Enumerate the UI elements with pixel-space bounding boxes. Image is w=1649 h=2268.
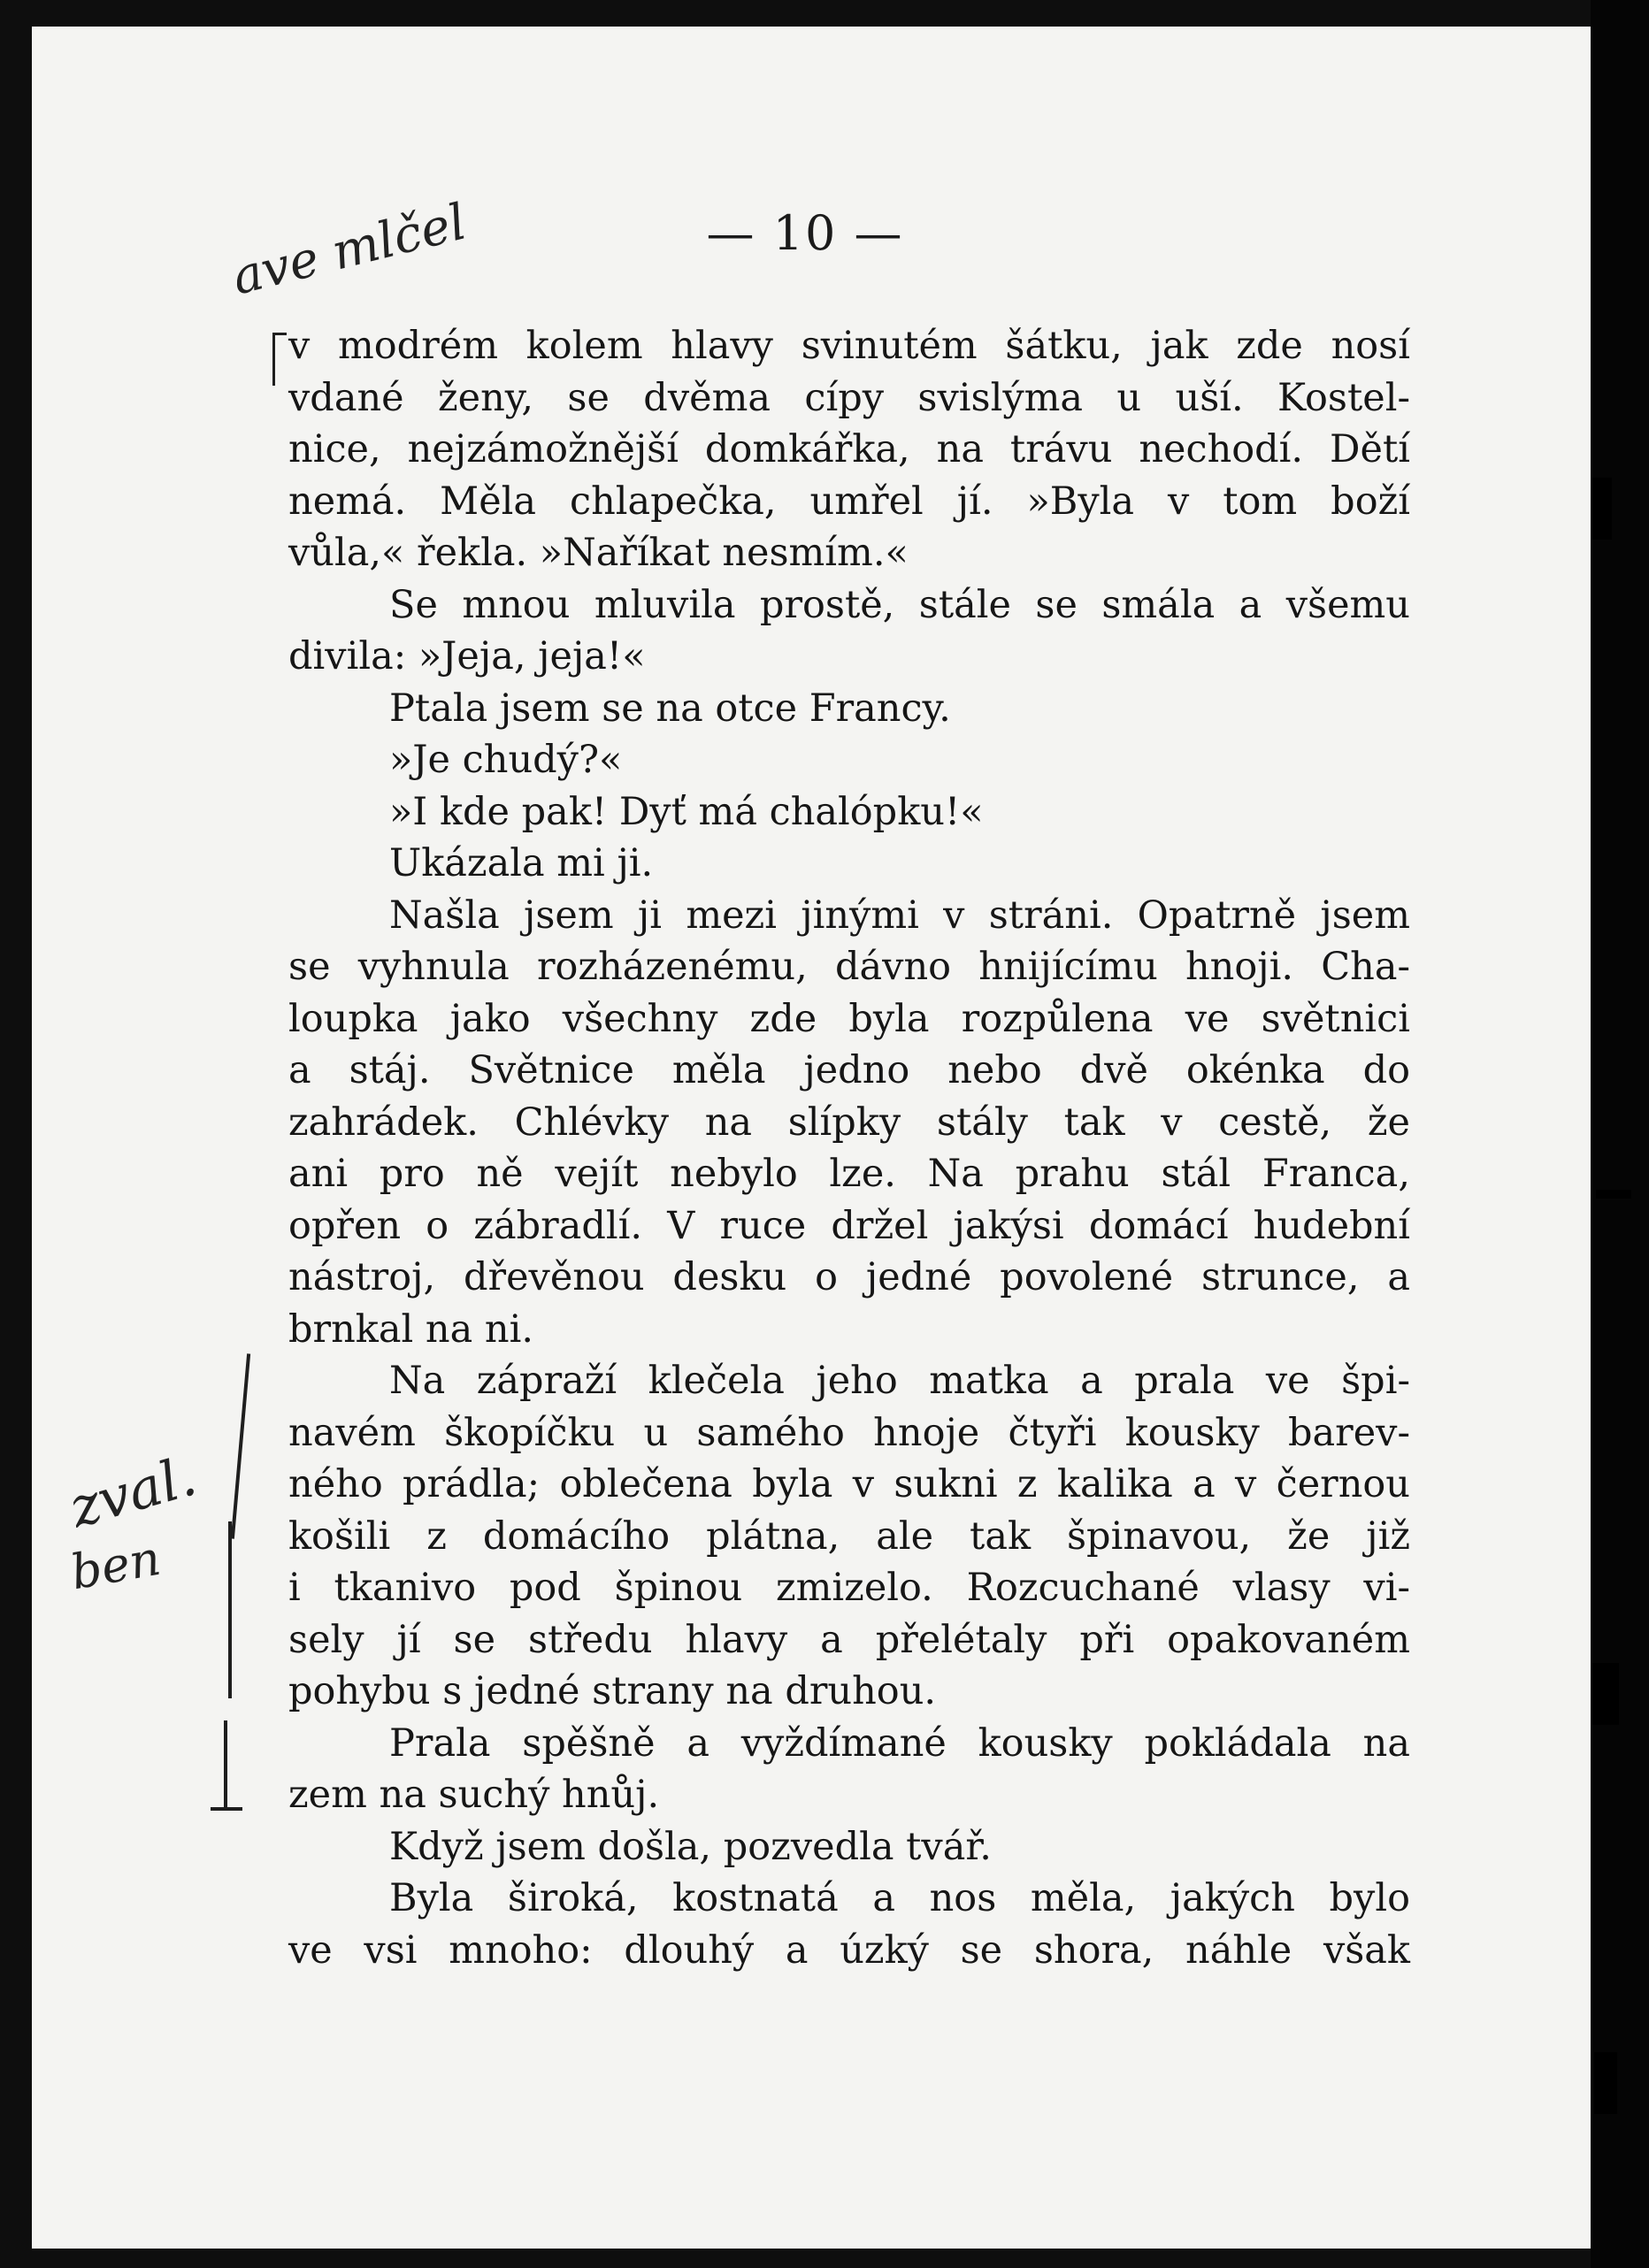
text-line: pohybu s jedné strany na druhou. — [288, 1669, 937, 1713]
text-line: Prala spěšně a vyždímané kousky pokládala na — [389, 1720, 1410, 1766]
handwritten-note-top: ave mlčel — [226, 193, 472, 307]
pencil-bracket-top — [272, 333, 275, 386]
text-line: Ukázala mi ji. — [389, 841, 654, 885]
text-line: zem na suchý hnůj. — [288, 1773, 660, 1817]
text-line: Když jsem došla, pozvedla tvář. — [389, 1824, 992, 1869]
page-body-text — [288, 320, 1410, 1976]
scan-dark-border — [1591, 0, 1649, 2268]
text-line: loupka jako všechny zde byla rozpůlena ve světnici — [288, 996, 1410, 1041]
text-line: se vyhnula rozházenému, dávno hnijícímu hnoji. Cha- — [288, 945, 1410, 989]
text-line: opřen o zábradlí. V ruce držel jakýsi domácí hudební — [288, 1203, 1410, 1248]
text-line: navém škopíčku u samého hnoje čtyři kousky barev- — [288, 1410, 1410, 1455]
text-line: ani pro ně vejít nebylo lze. Na prahu stál Franca, — [288, 1152, 1410, 1196]
margin-line-lower — [224, 1720, 227, 1809]
text-line: i tkanivo pod špinou zmizelo. Rozcuchané vlasy vi- — [288, 1566, 1410, 1610]
text-line: nástroj, dřevěnou desku o jedné povolené strunce, a — [288, 1255, 1410, 1299]
text-line: ve vsi mnoho: dlouhý a úzký se shora, náhle však — [288, 1927, 1410, 1973]
text-line: nice, nejzámožnější domkářka, na trávu nechodí. Dětí — [288, 427, 1410, 471]
text-line: sely jí se středu hlavy a přelétaly při opakovaném — [288, 1617, 1410, 1662]
text-line: v modrém kolem hlavy svinutém šátku, jak zde nosí — [288, 324, 1410, 368]
text-line: divila: »Jeja, jeja!« — [288, 634, 646, 678]
handwritten-note-margin-1: zval. — [62, 1443, 203, 1541]
text-line: »I kde pak! Dyť má chalópku!« — [389, 789, 984, 834]
text-line: vůla,« řekla. »Naříkat nesmím.« — [288, 531, 909, 575]
text-line: Našla jsem ji mezi jinými v stráni. Opatrně jsem — [389, 893, 1410, 938]
text-line: Byla široká, kostnatá a nos měla, jakých bylo — [389, 1876, 1410, 1920]
margin-line-middle — [228, 1521, 232, 1698]
edge-mark — [1594, 2052, 1617, 2114]
edge-mark — [1592, 1663, 1619, 1725]
text-line: brnkal na ni. — [288, 1306, 534, 1352]
margin-line-foot — [211, 1807, 242, 1811]
text-line: a stáj. Světnice měla jedno nebo dvě okénka do — [288, 1048, 1410, 1092]
text-line: vdané ženy, se dvěma cípy svislýma u uší. Kostel- — [288, 375, 1410, 420]
text-line: Na zápraží klečela jeho matka a prala ve špi- — [389, 1359, 1410, 1403]
pencil-bracket-top-tick — [272, 333, 287, 335]
page-number: — 10 — — [706, 205, 904, 261]
handwritten-note-margin-2: ben — [66, 1529, 165, 1601]
text-line: košili z domácího plátna, ale tak špinavou, že již — [288, 1513, 1410, 1559]
edge-mark — [1592, 478, 1612, 540]
text-line: zahrádek. Chlévky na slípky stály tak v cestě, že — [288, 1100, 1410, 1145]
text-line: ného prádla; oblečena byla v sukni z kalika a v černou — [288, 1462, 1410, 1506]
text-line: »Je chudý?« — [389, 738, 623, 782]
text-line: Se mnou mluvila prostě, stále se smála a všemu — [389, 582, 1410, 627]
edge-mark — [1596, 1190, 1631, 1199]
text-line: Ptala jsem se na otce Francy. — [389, 686, 951, 731]
text-line: nemá. Měla chlapečka, umřel jí. »Byla v tom boží — [288, 479, 1410, 524]
